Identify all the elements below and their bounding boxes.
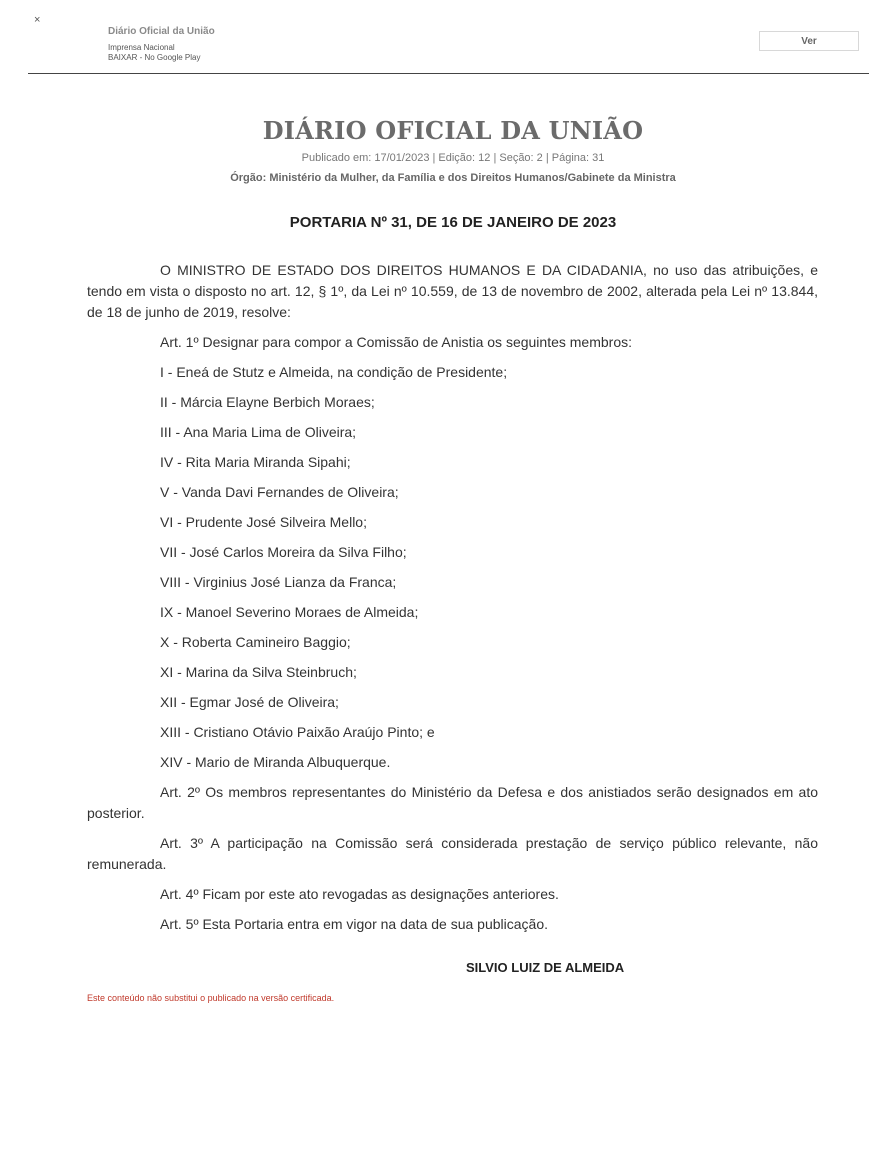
member-item: VI - Prudente José Silveira Mello; <box>160 514 367 530</box>
member-item: XIII - Cristiano Otávio Paixão Araújo Pinto; e <box>160 724 435 740</box>
member-item: VIII - Virginius José Lianza da Franca; <box>160 574 397 590</box>
member-item: I - Eneá de Stutz e Almeida, na condição de Presidente; <box>160 364 508 380</box>
member-item: XII - Egmar José de Oliveira; <box>160 694 339 710</box>
member-item: X - Roberta Camineiro Baggio; <box>160 634 351 650</box>
member-item: II - Márcia Elayne Berbich Moraes; <box>160 394 375 410</box>
document-title: DIÁRIO OFICIAL DA UNIÃO <box>262 116 644 145</box>
member-item: XIV - Mario de Miranda Albuquerque. <box>160 754 391 770</box>
issuing-organ: Órgão: Ministério da Mulher, da Família e dos Direitos Humanos/Gabinete da Ministra <box>230 172 676 184</box>
article-3: Art. 3º A participação na Comissão será considerada prestação de serviço público relevante, não remunerada. <box>87 835 818 872</box>
view-button[interactable]: Ver <box>759 31 859 51</box>
member-item: VII - José Carlos Moreira da Silva Filho; <box>160 544 407 560</box>
act-body <box>87 260 818 944</box>
preamble: O MINISTRO DE ESTADO DOS DIREITOS HUMANOS E DA CIDADANIA, no uso das atribuições, e tendo em vista o disposto no art. 12, § 1º, da Lei nº 10.559, de 13 de novembro de 2002, alterada pela Lei nº 13.844, de 18 de junho de 2019, resolve: <box>87 262 818 320</box>
member-item: V - Vanda Davi Fernandes de Oliveira; <box>160 484 399 500</box>
banner-divider <box>28 73 869 74</box>
act-heading: PORTARIA Nº 31, DE 16 DE JANEIRO DE 2023 <box>289 214 617 231</box>
member-item: IV - Rita Maria Miranda Sipahi; <box>160 454 351 470</box>
banner-app-title: Diário Oficial da União <box>108 26 215 37</box>
article-1: Art. 1º Designar para compor a Comissão de Anistia os seguintes membros: <box>160 334 632 350</box>
banner-download-text: BAIXAR - No Google Play <box>108 53 201 62</box>
certified-version-disclaimer: Este conteúdo não substitui o publicado na versão certificada. <box>87 993 335 1003</box>
member-item: XI - Marina da Silva Steinbruch; <box>160 664 357 680</box>
publication-meta: Publicado em: 17/01/2023 | Edição: 12 | Seção: 2 | Página: 31 <box>301 152 605 164</box>
article-4: Art. 4º Ficam por este ato revogadas as designações anteriores. <box>160 886 559 902</box>
signatory-name: SILVIO LUIZ DE ALMEIDA <box>466 960 625 975</box>
member-item: III - Ana Maria Lima de Oliveira; <box>160 424 357 440</box>
banner-publisher: Imprensa Nacional <box>108 43 175 52</box>
article-2: Art. 2º Os membros representantes do Ministério da Defesa e dos anistiados serão designados em ato posterior. <box>87 784 818 821</box>
app-install-banner <box>0 0 869 74</box>
close-icon[interactable]: × <box>34 14 41 26</box>
member-item: IX - Manoel Severino Moraes de Almeida; <box>160 604 419 620</box>
article-5: Art. 5º Esta Portaria entra em vigor na data de sua publicação. <box>160 916 548 932</box>
